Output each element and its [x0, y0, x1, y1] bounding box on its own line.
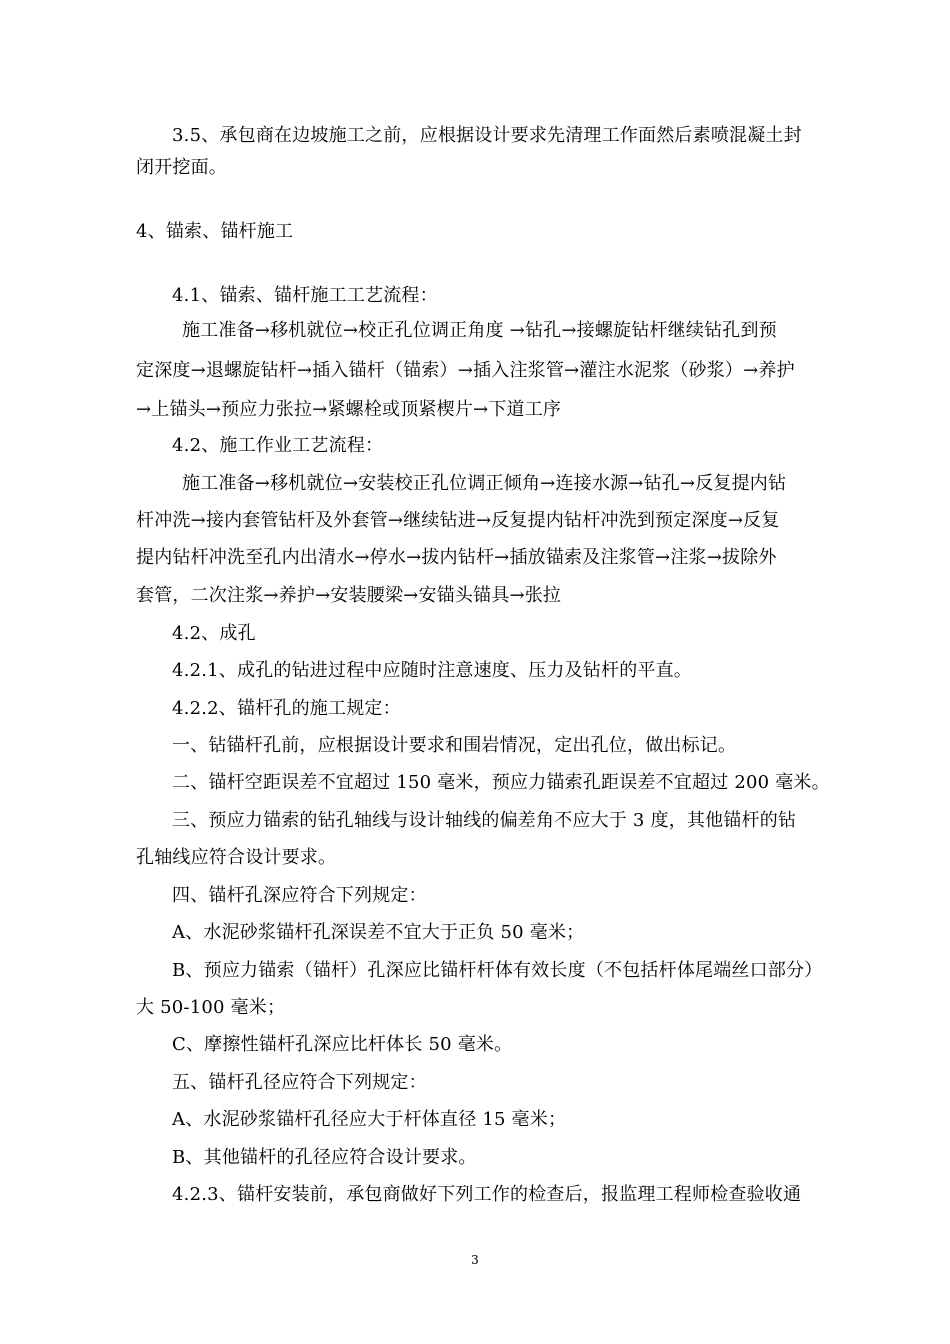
- process-flow-2-line-1: 施工准备→移机就位→安装校正孔位调正倾角→连接水源→钻孔→反复提内钻: [182, 473, 787, 494]
- page-number: 3: [471, 1253, 479, 1267]
- clause-4-2-3: 4.2.3、锚杆安装前，承包商做好下列工作的检查后，报监理工程师检查验收通: [172, 1184, 802, 1205]
- process-flow-1-line-1: 施工准备→移机就位→校正孔位调正角度 →钻孔→接螺旋钻杆继续钻孔到预: [182, 320, 777, 341]
- subsection-4-1-heading: 4.1、锚索、锚杆施工工艺流程：: [172, 285, 438, 306]
- rule-5-item-a: A、水泥砂浆锚杆孔径应大于杆体直径 15 毫米；: [172, 1109, 567, 1130]
- section-4-heading: 4、锚索、锚杆施工: [136, 221, 294, 242]
- clause-4-2-2-heading: 4.2.2、锚杆孔的施工规定：: [172, 698, 401, 719]
- subsection-4-2-heading: 4.2、施工作业工艺流程：: [172, 435, 384, 456]
- rule-4-item-a: A、水泥砂浆锚杆孔深误差不宜大于正负 50 毫米；: [172, 922, 585, 943]
- rule-4-item-b-line-2: 大 50-100 毫米；: [136, 997, 286, 1018]
- rule-4-item-b-line-1: B、预应力锚索（锚杆）孔深应比锚杆杆体有效长度（不包括杆体尾端丝口部分）: [172, 960, 823, 981]
- subsection-4-2-drilling-heading: 4.2、成孔: [172, 623, 256, 644]
- process-flow-2-line-4: 套管，二次注浆→养护→安装腰梁→安锚头锚具→张拉: [136, 585, 562, 606]
- rule-5-heading: 五、锚杆孔径应符合下列规定：: [172, 1072, 427, 1093]
- rule-1: 一、钻锚杆孔前，应根据设计要求和围岩情况，定出孔位，做出标记。: [172, 735, 737, 756]
- rule-3-line-2: 孔轴线应符合设计要求。: [136, 847, 337, 868]
- rule-2: 二、锚杆空距误差不宜超过 150 毫米，预应力锚索孔距误差不宜超过 200 毫米。: [172, 772, 830, 793]
- rule-4-heading: 四、锚杆孔深应符合下列规定：: [172, 885, 427, 906]
- clause-4-2-1: 4.2.1、成孔的钻进过程中应随时注意速度、压力及钻杆的平直。: [172, 660, 692, 681]
- paragraph-3-5-line-1: 3.5、承包商在边坡施工之前，应根据设计要求先清理工作面然后素喷混凝土封: [172, 125, 802, 146]
- process-flow-1-line-2: 定深度→退螺旋钻杆→插入锚杆（锚索）→插入注浆管→灌注水泥浆（砂浆）→养护: [136, 360, 795, 381]
- process-flow-1-line-3: →上锚头→预应力张拉→紧螺栓或顶紧楔片→下道工序: [136, 399, 562, 420]
- rule-4-item-c: C、摩擦性锚杆孔深应比杆体长 50 毫米。: [172, 1034, 513, 1055]
- process-flow-2-line-2: 杆冲洗→接内套管钻杆及外套管→继续钻进→反复提内钻杆冲洗到预定深度→反复: [136, 510, 780, 531]
- rule-3-line-1: 三、预应力锚索的钻孔轴线与设计轴线的偏差角不应大于 3 度，其他锚杆的钻: [172, 810, 797, 831]
- process-flow-2-line-3: 提内钻杆冲洗至孔内出清水→停水→拔内钻杆→插放锚索及注浆管→注浆→拔除外: [136, 547, 777, 568]
- rule-5-item-b: B、其他锚杆的孔径应符合设计要求。: [172, 1147, 477, 1168]
- paragraph-3-5-line-2: 闭开挖面。: [136, 157, 227, 178]
